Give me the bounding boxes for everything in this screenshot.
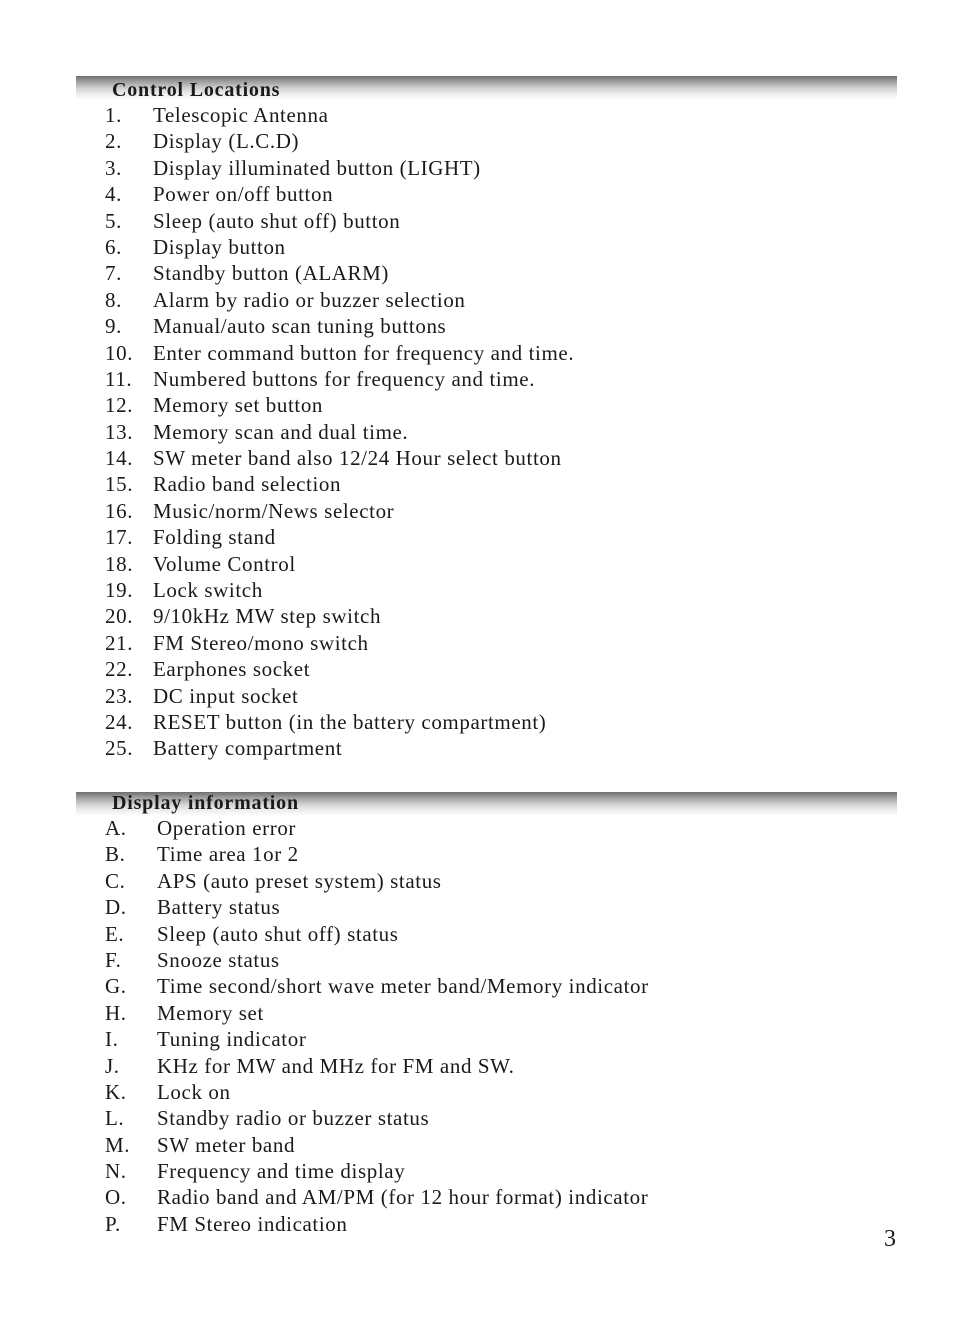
page-number: 3 — [884, 1226, 896, 1252]
list-item — [105, 366, 574, 392]
item-letter: D. — [105, 895, 127, 920]
item-label: Time second/short wave meter band/Memory indicator — [157, 974, 649, 999]
item-label: Sleep (auto shut off) status — [157, 921, 399, 946]
item-number: 20. — [105, 604, 134, 629]
list-item — [105, 1132, 649, 1158]
item-number: 9. — [105, 314, 122, 339]
list-item — [105, 524, 574, 550]
item-number: 18. — [105, 551, 134, 576]
item-letter: P. — [105, 1211, 121, 1236]
item-label: APS (auto preset system) status — [157, 868, 442, 893]
item-number: 15. — [105, 472, 134, 497]
item-number: 17. — [105, 525, 134, 550]
list-item — [105, 683, 574, 709]
list-item — [105, 1053, 649, 1079]
list-item — [105, 947, 649, 973]
list-item — [105, 1105, 649, 1131]
list-item — [105, 181, 574, 207]
list-item — [105, 815, 649, 841]
list-item — [105, 630, 574, 656]
list-item — [105, 921, 649, 947]
list-item — [105, 735, 574, 761]
list-item — [105, 313, 574, 339]
list-item — [105, 260, 574, 286]
item-number: 7. — [105, 261, 122, 286]
list-item — [105, 551, 574, 577]
item-number: 5. — [105, 208, 122, 233]
item-letter: M. — [105, 1132, 131, 1157]
list-item — [105, 1158, 649, 1184]
item-label: Standby radio or buzzer status — [157, 1106, 430, 1131]
item-number: 1. — [105, 103, 122, 127]
list-item — [105, 471, 574, 497]
item-letter: F. — [105, 947, 122, 972]
item-number: 24. — [105, 709, 134, 734]
item-label: Music/norm/News selector — [153, 498, 395, 523]
item-label: Battery status — [157, 895, 281, 920]
list-item — [105, 973, 649, 999]
item-letter: G. — [105, 974, 127, 999]
list-item — [105, 894, 649, 920]
item-label: DC input socket — [153, 683, 299, 708]
item-letter: I. — [105, 1027, 119, 1052]
item-letter: C. — [105, 868, 126, 893]
list-item — [105, 1000, 649, 1026]
item-label: Alarm by radio or buzzer selection — [153, 287, 466, 312]
item-letter: N. — [105, 1159, 127, 1184]
list-item — [105, 577, 574, 603]
item-label: FM Stereo/mono switch — [153, 630, 369, 655]
list-item — [105, 155, 574, 181]
item-number: 16. — [105, 498, 134, 523]
item-number: 22. — [105, 657, 134, 682]
item-label: Power on/off button — [153, 182, 334, 207]
item-label: Display button — [153, 234, 286, 259]
item-number: 8. — [105, 287, 122, 312]
item-label: Snooze status — [157, 947, 280, 972]
list-item — [105, 868, 649, 894]
item-label: Display illuminated button (LIGHT) — [153, 155, 481, 180]
item-label: Volume Control — [153, 551, 296, 576]
list-item — [105, 287, 574, 313]
item-label: SW meter band — [157, 1132, 296, 1157]
item-letter: A. — [105, 816, 127, 840]
list-item — [105, 1211, 649, 1237]
list-item — [105, 340, 574, 366]
item-label: SW meter band also 12/24 Hour select button — [153, 446, 562, 471]
item-label: Lock switch — [153, 578, 263, 603]
item-label: Memory set — [157, 1000, 264, 1025]
item-label: Frequency and time display — [157, 1159, 406, 1184]
list-item — [105, 841, 649, 867]
list-item — [105, 656, 574, 682]
item-number: 4. — [105, 182, 122, 207]
list-item — [105, 128, 574, 154]
item-letter: K. — [105, 1079, 127, 1104]
list-item — [105, 208, 574, 234]
item-number: 11. — [105, 366, 133, 391]
item-label: Radio band and AM/PM (for 12 hour format) indicator — [157, 1185, 649, 1210]
item-number: 23. — [105, 683, 134, 708]
item-number: 6. — [105, 234, 122, 259]
item-label: Display (L.C.D) — [153, 129, 300, 154]
item-label: Folding stand — [153, 525, 276, 550]
item-letter: J. — [105, 1053, 120, 1078]
item-label: Telescopic Antenna — [153, 103, 329, 127]
item-letter: L. — [105, 1106, 125, 1131]
item-label: Lock on — [157, 1079, 231, 1104]
list-item — [105, 445, 574, 471]
item-label: Time area 1or 2 — [157, 842, 299, 867]
list-item — [105, 392, 574, 418]
item-label: Battery compartment — [153, 736, 343, 761]
item-label: Numbered buttons for frequency and time. — [153, 366, 536, 391]
item-label: Enter command button for frequency and time. — [153, 340, 575, 365]
item-label: Operation error — [157, 816, 297, 840]
item-label: Earphones socket — [153, 657, 311, 682]
item-label: KHz for MW and MHz for FM and SW. — [157, 1053, 515, 1078]
display-information-list — [105, 815, 649, 1237]
item-number: 12. — [105, 393, 134, 418]
list-item — [105, 603, 574, 629]
item-number: 14. — [105, 446, 134, 471]
item-number: 3. — [105, 155, 122, 180]
item-letter: O. — [105, 1185, 127, 1210]
item-label: Memory scan and dual time. — [153, 419, 409, 444]
item-number: 2. — [105, 129, 122, 154]
item-label: Radio band selection — [153, 472, 342, 497]
list-item — [105, 419, 574, 445]
item-number: 25. — [105, 736, 134, 761]
list-item — [105, 1184, 649, 1210]
item-label: Tuning indicator — [157, 1027, 307, 1052]
list-item — [105, 1026, 649, 1052]
item-label: RESET button (in the battery compartment) — [153, 709, 547, 734]
item-number: 21. — [105, 630, 134, 655]
list-item — [105, 234, 574, 260]
item-label: Sleep (auto shut off) button — [153, 208, 401, 233]
item-label: 9/10kHz MW step switch — [153, 604, 382, 629]
item-label: Manual/auto scan tuning buttons — [153, 314, 447, 339]
item-number: 10. — [105, 340, 134, 365]
list-item — [105, 102, 574, 128]
list-item — [105, 1079, 649, 1105]
item-letter: H. — [105, 1000, 127, 1025]
item-letter: B. — [105, 842, 126, 867]
list-item — [105, 709, 574, 735]
item-number: 19. — [105, 578, 134, 603]
section-title-display-information: Display information — [112, 792, 299, 814]
control-locations-list — [105, 102, 574, 762]
item-label: FM Stereo indication — [157, 1211, 348, 1236]
item-number: 13. — [105, 419, 134, 444]
item-label: Memory set button — [153, 393, 324, 418]
section-title-control-locations: Control Locations — [112, 79, 281, 101]
item-label: Standby button (ALARM) — [153, 261, 390, 286]
list-item — [105, 498, 574, 524]
item-letter: E. — [105, 921, 125, 946]
